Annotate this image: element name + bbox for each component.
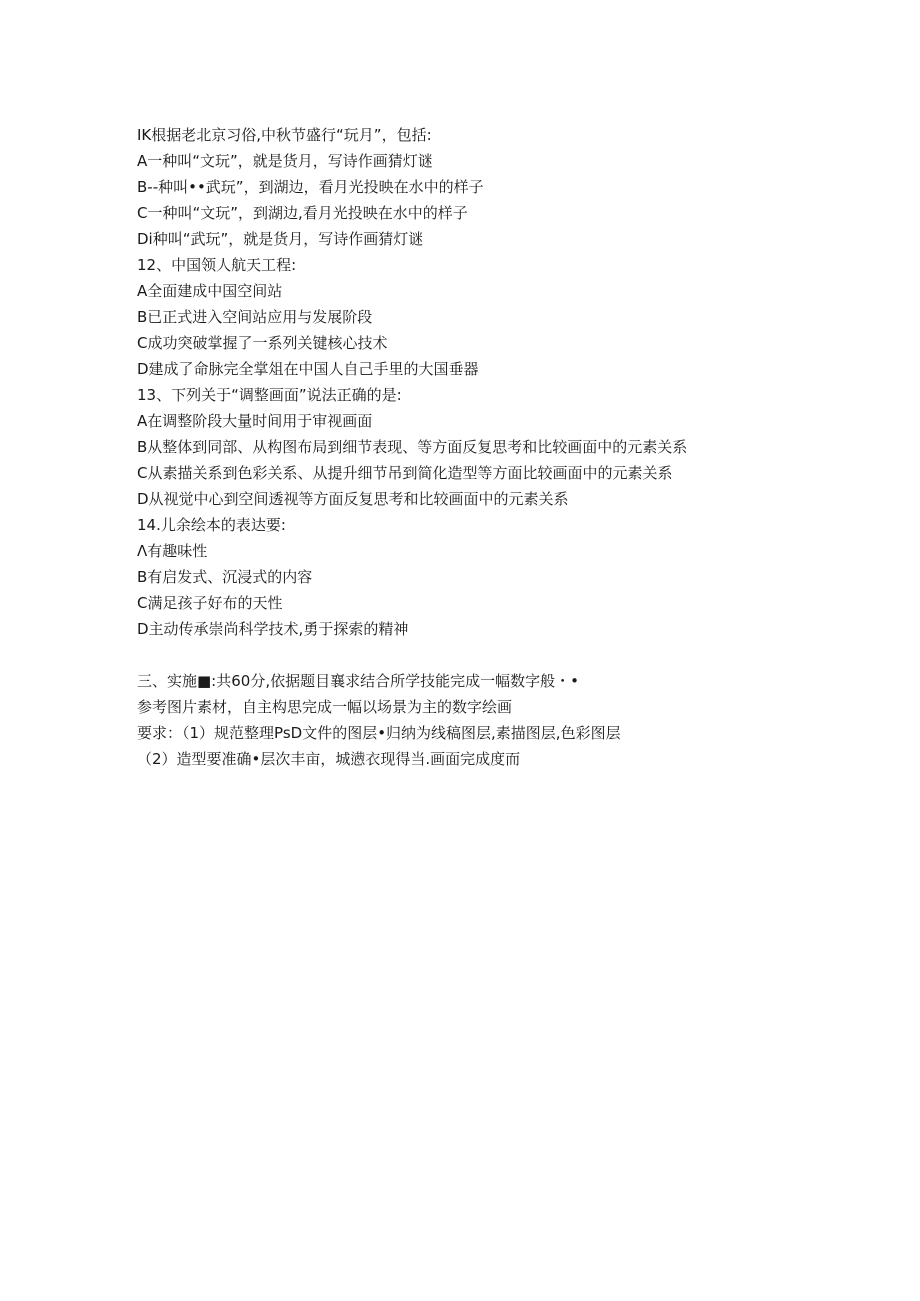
q11-stem: IK根据老北京习俗,中秋节盛行“玩月”，包括: — [137, 126, 432, 144]
section-three-heading: 三、实施■:共60分,依据题目襄求结合所学技能完成一幅数字般・• — [137, 672, 579, 690]
q11-option-b: B--种叫••武玩”，到湖边，看月光投映在水中的样子 — [137, 178, 484, 196]
q13-option-a: A在调整阶段大量时间用于审视画面 — [137, 412, 373, 430]
q12-option-a: A全面建成中国空间站 — [137, 282, 283, 300]
q12-option-d: D建成了命脉完全掌俎在中国人自己手里的大国垂器 — [137, 360, 479, 378]
q13-option-b: B从整体到同部、从构图布局到细节表现、等方面反复思考和比较画面中的元素关系 — [137, 438, 688, 456]
q14-option-a: Λ有趣味性 — [137, 542, 208, 560]
q14-option-d: D主动传承崇尚科学技术,勇于探索的精神 — [137, 620, 409, 638]
q11-option-a: A一种叫“文玩”，就是货月，写诗作画猜灯谜 — [137, 152, 433, 170]
q12-option-b: B已正式进入空间站应用与发展阶段 — [137, 308, 373, 326]
q14-option-c: C满足孩子好布的天性 — [137, 594, 283, 612]
q14-option-b: B有启发式、沉浸式的内容 — [137, 568, 313, 586]
q11-option-d: Di种叫“武玩”，就是货月，写诗作画猜灯谜 — [137, 230, 424, 248]
section-three-requirement-2: （2）造型要准确•层次丰亩，城懑衣现得当.画面完成度而 — [137, 750, 521, 768]
q13-stem: 13、下列关于“调整画面”说法正确的是: — [137, 386, 402, 404]
q11-option-c: C一种叫“文玩”，到湖边,看月光投映在水中的样子 — [137, 204, 468, 222]
q12-stem: 12、中国领人航天工程: — [137, 256, 297, 274]
q14-stem: 14.儿余绘本的表达要: — [137, 516, 286, 534]
section-three-instruction: 参考图片素材，自主构思完成一幅以场景为主的数字绘画 — [137, 698, 513, 716]
section-three-requirement-1: 要求：（1）规范整理PsD文件的图层•归纳为线稿图层,素描图层,色彩图层 — [137, 724, 621, 742]
q13-option-c: C从素描关系到色彩关系、从提升细节吊到简化造型等方面比较画面中的元素关系 — [137, 464, 673, 482]
q13-option-d: D从视觉中心到空间透视等方面反复思考和比较画面中的元素关系 — [137, 490, 569, 508]
q12-option-c: C成功突破掌握了一系列关键核心技术 — [137, 334, 388, 352]
